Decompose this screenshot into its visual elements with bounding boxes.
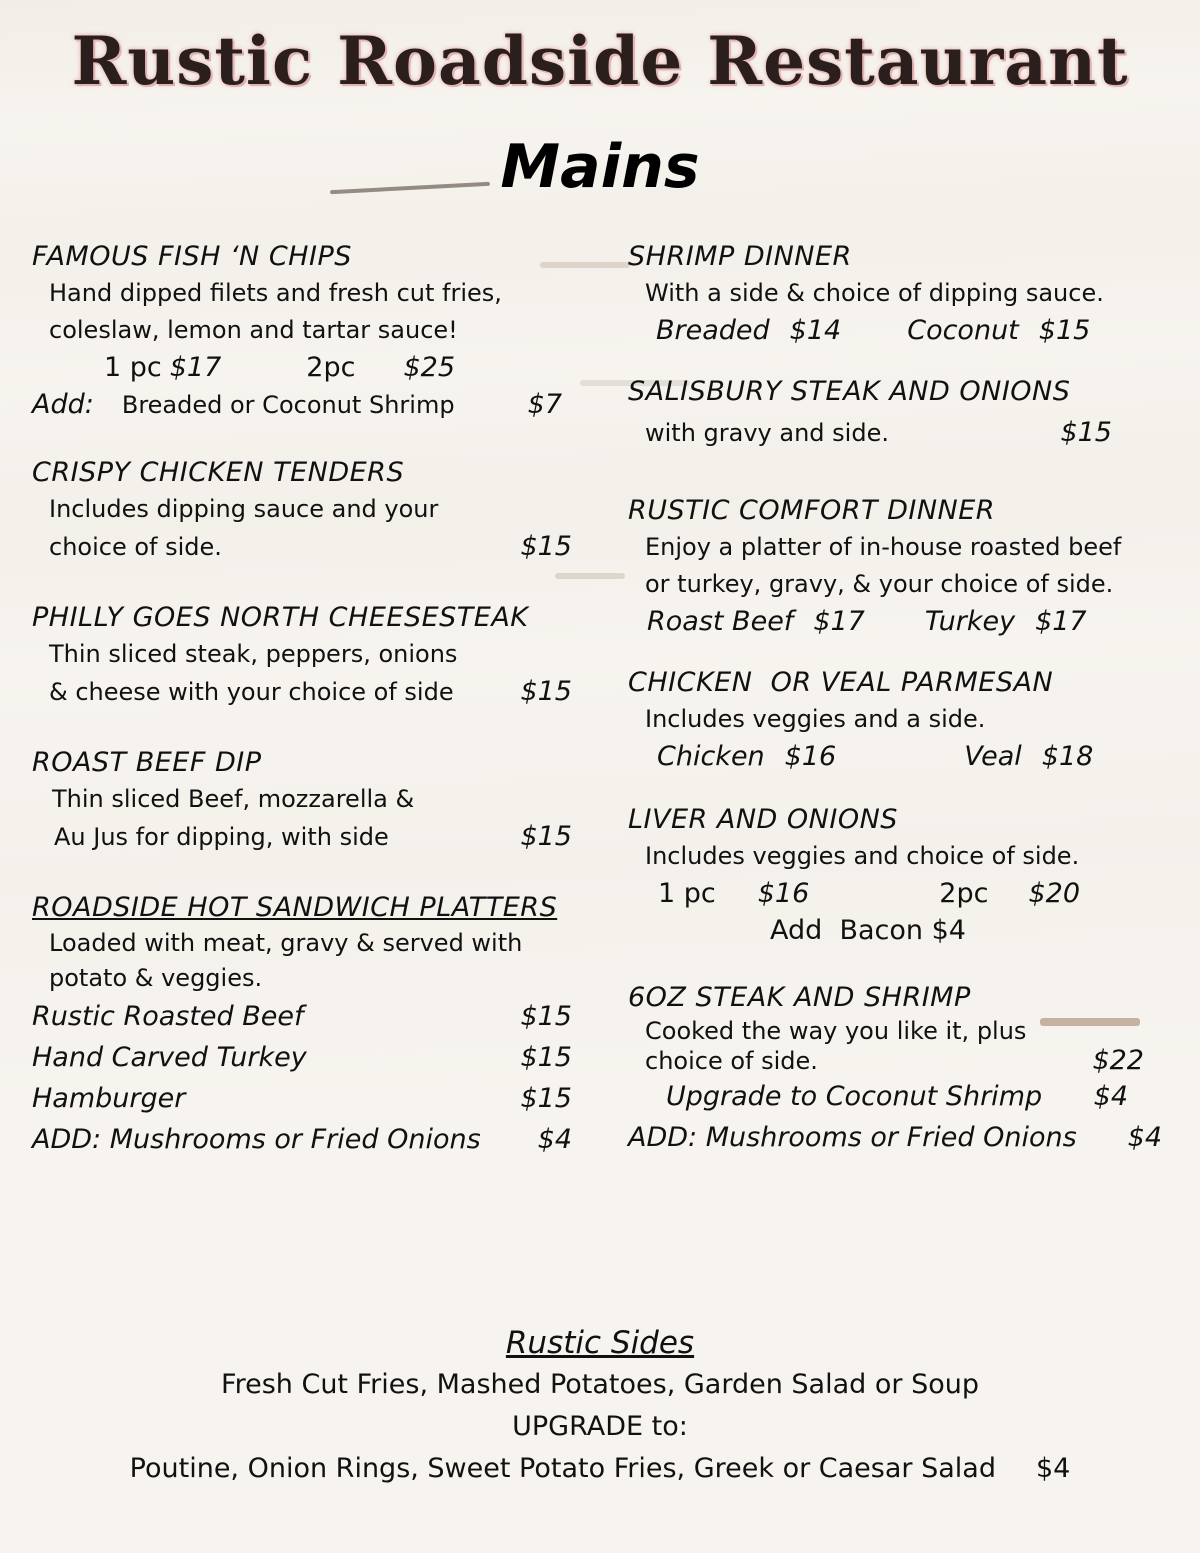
menu-item-liver-onions [628, 801, 1168, 949]
menu-item-parmesan [628, 664, 1168, 775]
left-column [32, 238, 572, 1193]
item-name: 6OZ STEAK AND SHRIMP [628, 982, 971, 1013]
option-label: Veal [964, 741, 1022, 772]
platter-row [32, 1037, 572, 1078]
item-price: $15 [520, 531, 572, 562]
add-price: $4 [537, 1124, 572, 1155]
option-label: 2pc [939, 878, 989, 909]
platter-price: $15 [520, 1001, 572, 1032]
item-price: $15 [1060, 417, 1112, 448]
add-on-row [32, 386, 572, 424]
item-name: CRISPY CHICKEN TENDERS [32, 457, 405, 488]
option-price: $17 [169, 352, 222, 383]
add-on-row: Add Bacon $4 [770, 915, 966, 946]
platter-name: Rustic Roasted Beef [32, 1001, 304, 1032]
menu-item-fish-n-chips [32, 238, 572, 424]
item-name: ROADSIDE HOT SANDWICH PLATTERS [32, 892, 558, 923]
platter-row [32, 1078, 572, 1119]
option-label: Breaded [656, 315, 770, 346]
item-description: Thin sliced Beef, mozzarella & [52, 785, 415, 813]
option-price: $15 [1038, 315, 1091, 346]
item-description: Includes veggies and a side. [645, 705, 986, 733]
price-options [628, 603, 1168, 640]
option-label: 2pc [306, 352, 356, 383]
option-price: $25 [403, 352, 456, 383]
option-price: $20 [1028, 878, 1081, 909]
menu-item-steak-shrimp [628, 979, 1168, 1158]
option-price: $14 [789, 315, 842, 346]
upgrade-heading: UPGRADE to: [512, 1411, 688, 1442]
platter-price: $15 [520, 1083, 572, 1114]
upgrade-price: $4 [1093, 1081, 1128, 1112]
menu-item-roast-beef-dip [32, 744, 572, 856]
option-label: Roast Beef [647, 606, 794, 637]
item-name: LIVER AND ONIONS [628, 804, 898, 835]
sides-title: Rustic Sides [505, 1325, 695, 1361]
upgrade-text: Upgrade to Coconut Shrimp [666, 1081, 1043, 1112]
item-price: $15 [520, 676, 572, 707]
item-description: potato & veggies. [49, 964, 263, 992]
item-description: Thin sliced steak, peppers, onions [49, 640, 458, 668]
option-label: Coconut [907, 315, 1019, 346]
sides-section [0, 1322, 1200, 1490]
add-on-row [32, 1119, 572, 1160]
item-description: choice of side. [645, 1047, 818, 1075]
option-price: $17 [1035, 606, 1087, 637]
item-description: or turkey, gravy, & your choice of side. [645, 570, 1114, 598]
item-description: Enjoy a platter of in-house roasted beef [645, 533, 1122, 561]
item-description: & cheese with your choice of side [49, 678, 454, 706]
item-name: SHRIMP DINNER [628, 241, 852, 272]
option-label: 1 pc [104, 352, 162, 383]
item-description: Cooked the way you like it, plus [645, 1017, 1027, 1045]
item-name: FAMOUS FISH ‘N CHIPS [32, 241, 352, 272]
add-price: $7 [527, 389, 562, 420]
add-text: ADD: Mushrooms or Fried Onions [32, 1124, 481, 1155]
price-row [32, 818, 572, 856]
menu-item-shrimp-dinner [628, 238, 1168, 349]
add-text: ADD: Mushrooms or Fried Onions [628, 1122, 1077, 1153]
restaurant-name: Rustic Roadside Restaurant [71, 22, 1129, 100]
menu-item-philly-cheesesteak [32, 599, 572, 711]
platter-name: Hamburger [32, 1083, 186, 1114]
item-name: SALISBURY STEAK AND ONIONS [628, 376, 1071, 407]
item-price: $22 [1092, 1045, 1144, 1076]
add-text: Breaded or Coconut Shrimp [121, 391, 455, 419]
item-name: PHILLY GOES NORTH CHEESESTEAK [32, 602, 529, 633]
platter-name: Hand Carved Turkey [32, 1042, 307, 1073]
option-label: Chicken [657, 741, 765, 772]
right-column [628, 238, 1168, 1191]
item-name: ROAST BEEF DIP [32, 747, 262, 778]
price-options [628, 738, 1168, 775]
item-description: Loaded with meat, gravy & served with [49, 929, 523, 957]
add-price: $4 [1127, 1122, 1162, 1153]
section-title: Mains [500, 132, 700, 202]
item-description: Includes veggies and choice of side. [645, 842, 1080, 870]
option-price: $18 [1041, 741, 1094, 772]
item-price: $15 [520, 821, 572, 852]
price-row [628, 1046, 1168, 1076]
price-row [32, 673, 572, 711]
price-options [628, 875, 1168, 912]
platter-row [32, 996, 572, 1037]
item-description: coleslaw, lemon and tartar sauce! [49, 316, 458, 344]
item-description: Hand dipped filets and fresh cut fries, [49, 279, 502, 307]
option-label: Turkey [924, 606, 1016, 637]
item-description: With a side & choice of dipping sauce. [645, 279, 1104, 307]
option-price: $17 [813, 606, 865, 637]
menu-item-chicken-tenders [32, 454, 572, 566]
item-description: Au Jus for dipping, with side [54, 823, 389, 851]
item-description: with gravy and side. [645, 419, 889, 447]
item-description: choice of side. [49, 533, 222, 561]
option-price: $16 [784, 741, 837, 772]
menu-item-salisbury-steak [628, 373, 1168, 452]
add-label: Add: [32, 389, 94, 420]
menu-item-sandwich-platters [32, 889, 572, 1160]
option-price: $16 [757, 878, 810, 909]
upgrade-price: $4 [1035, 1453, 1071, 1484]
option-label: 1 pc [658, 878, 716, 909]
price-options [32, 349, 572, 386]
upgrade-row [628, 1076, 1168, 1118]
add-on-row [628, 1118, 1168, 1158]
item-description: Includes dipping sauce and your [49, 495, 439, 523]
menu-item-comfort-dinner [628, 492, 1168, 640]
item-name: CHICKEN OR VEAL PARMESAN [628, 667, 1054, 698]
upgrade-list-row [130, 1448, 1071, 1490]
item-name: RUSTIC COMFORT DINNER [628, 495, 996, 526]
sides-list: Fresh Cut Fries, Mashed Potatoes, Garden Salad or Soup [221, 1369, 979, 1400]
price-row [32, 528, 572, 566]
price-options [628, 312, 1168, 349]
upgrade-list: Poutine, Onion Rings, Sweet Potato Fries, Greek or Caesar Salad [129, 1453, 996, 1484]
price-row [628, 414, 1168, 452]
platter-price: $15 [520, 1042, 572, 1073]
